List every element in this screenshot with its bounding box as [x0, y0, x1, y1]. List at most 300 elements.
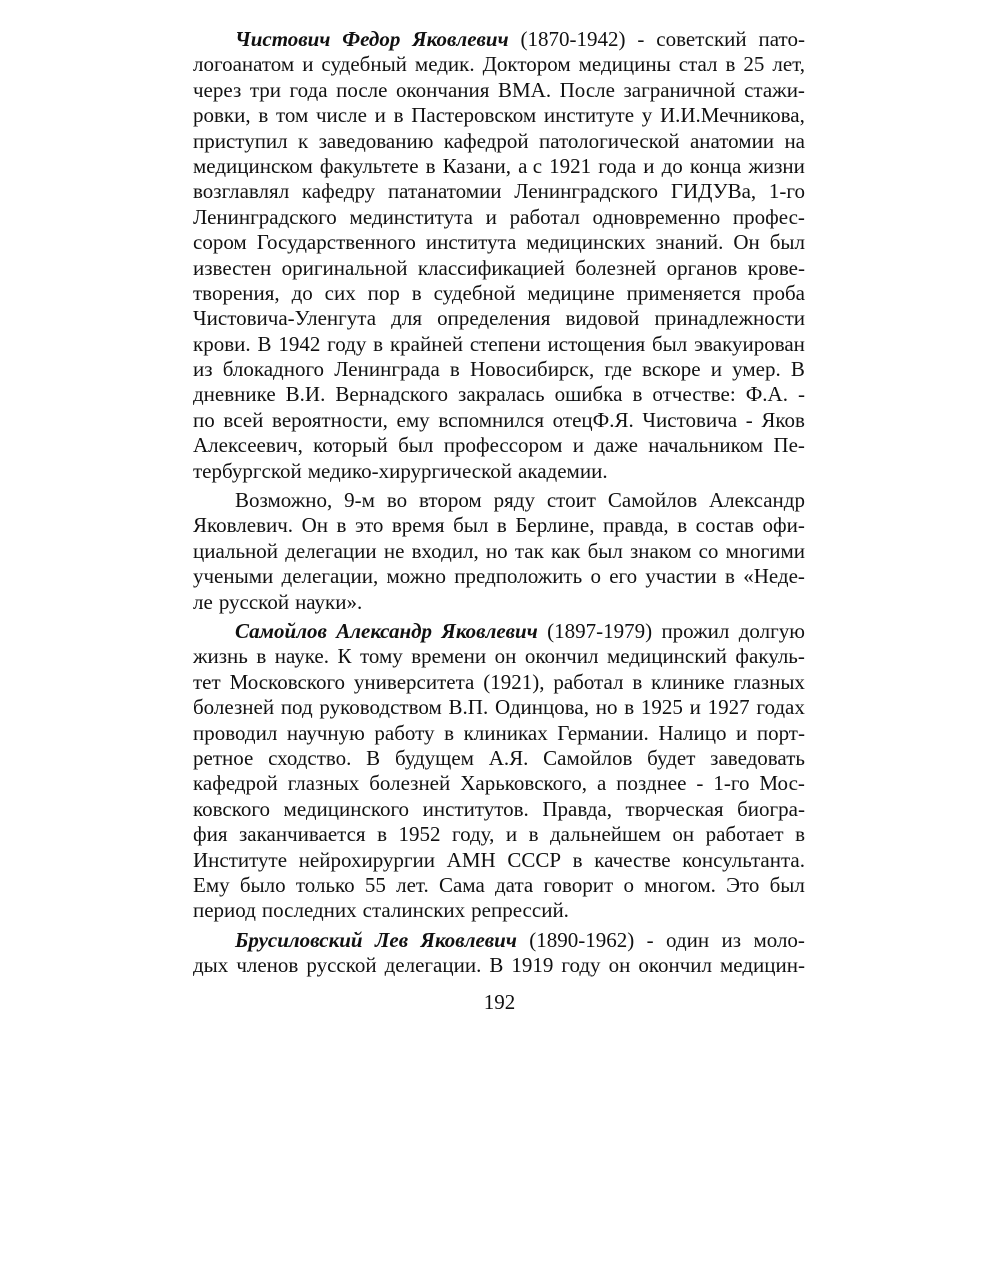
word: ВМА.	[497, 77, 552, 102]
word: окончил	[524, 644, 599, 669]
word: время	[391, 513, 445, 538]
text-line	[193, 154, 805, 179]
word: работает	[705, 822, 784, 847]
word: долгую	[738, 618, 805, 643]
word: и	[643, 153, 655, 178]
word: можно	[386, 564, 447, 589]
word: медико-хирургической	[307, 458, 513, 483]
word: циальной	[193, 538, 279, 563]
word: годах	[756, 695, 805, 720]
word: Это	[726, 872, 760, 897]
word: 1942	[278, 331, 321, 356]
word: Налицо	[658, 720, 727, 745]
word: был	[587, 538, 623, 563]
word: Харьковского,	[460, 771, 587, 796]
word: офи-	[762, 513, 805, 538]
word: а	[596, 771, 607, 796]
word: через	[193, 77, 242, 102]
word: факультете	[319, 153, 419, 178]
word: Возможно,	[235, 488, 333, 513]
word: тербургской	[193, 458, 302, 483]
word: медицинского	[283, 796, 410, 821]
word: ему	[396, 407, 430, 432]
word: Лев	[374, 927, 409, 952]
word: но	[485, 538, 508, 563]
word: В.И.	[285, 382, 326, 407]
word: 1919	[511, 953, 554, 978]
word: анатомии	[689, 128, 775, 153]
word: Доктором	[482, 52, 571, 77]
word: проба	[752, 280, 805, 305]
text-line	[193, 488, 805, 513]
word: медицине	[527, 280, 615, 305]
word: кафедрой	[443, 128, 529, 153]
word: прожил	[661, 618, 730, 643]
word: В.П.	[448, 695, 489, 720]
word: в	[528, 822, 539, 847]
text-line	[193, 539, 805, 564]
word: болезней	[575, 255, 657, 280]
word: болезней	[193, 695, 275, 720]
word: клинике	[651, 669, 725, 694]
word: клиниках	[463, 720, 548, 745]
word: И.И.Мечникова,	[659, 103, 805, 128]
word: лет,	[772, 52, 805, 77]
word: Германии.	[557, 720, 649, 745]
word: логоанатом	[193, 52, 295, 77]
word: вскоре	[642, 357, 701, 382]
word: и	[485, 204, 497, 229]
word: сих	[324, 280, 356, 305]
word: в	[449, 357, 460, 382]
word: он	[672, 822, 695, 847]
text-line	[193, 873, 805, 898]
word: медицинских	[526, 230, 646, 255]
word: фия	[193, 822, 228, 847]
word: дневнике	[193, 382, 276, 407]
word: медик.	[414, 52, 475, 77]
word: репрессий.	[471, 898, 569, 923]
word: членов	[236, 953, 299, 978]
word: вероятности,	[272, 407, 388, 432]
text-line	[193, 78, 805, 103]
text-line	[193, 306, 805, 331]
word: в	[572, 847, 583, 872]
word: Самойлов	[235, 618, 327, 643]
word: пор	[367, 280, 400, 305]
word: в	[725, 564, 735, 589]
word: учеными	[193, 564, 274, 589]
word: был	[398, 433, 434, 458]
word: Московского	[229, 669, 346, 694]
word: жизнь	[193, 644, 248, 669]
word: окончил	[638, 953, 712, 978]
word: говорит	[543, 872, 614, 897]
word: Новосибирск,	[469, 357, 595, 382]
word: до	[291, 280, 313, 305]
word: и	[374, 103, 386, 128]
word: 1927	[707, 695, 750, 720]
text-line	[193, 721, 805, 746]
word: один	[666, 927, 710, 952]
word: окончания	[396, 77, 490, 102]
word: крайней	[389, 331, 463, 356]
word: Ленинградского	[514, 179, 659, 204]
word: было	[239, 872, 286, 897]
text-line	[193, 513, 805, 538]
word: всей	[223, 407, 264, 432]
word: судебной	[433, 280, 516, 305]
word: Казани,	[442, 153, 512, 178]
word: крови.	[193, 331, 251, 356]
text-line	[193, 928, 805, 953]
word: тет	[193, 669, 221, 694]
word: дата	[495, 872, 534, 897]
word: заканчивается	[239, 822, 366, 847]
word: порт-	[756, 720, 805, 745]
word: Чистовича-Уленгута	[193, 306, 377, 331]
word: работу	[374, 720, 435, 745]
word: «Неде-	[743, 564, 805, 589]
word: в	[411, 280, 422, 305]
word: руководством	[319, 695, 442, 720]
word: патологической	[538, 128, 680, 153]
word: Ленинградского	[193, 204, 337, 229]
paragraph	[193, 27, 805, 484]
word: со	[698, 538, 719, 563]
word: -	[798, 382, 805, 407]
word: был	[453, 513, 489, 538]
word: делегации	[285, 538, 377, 563]
word: делегации,	[281, 564, 379, 589]
text-line	[193, 230, 805, 255]
word: правда,	[602, 513, 669, 538]
word: многими	[725, 538, 805, 563]
word: году	[327, 331, 367, 356]
word: А.Я.	[488, 745, 529, 770]
word: в	[632, 382, 643, 407]
word: (1870-1942)	[520, 27, 626, 51]
text-line	[193, 590, 805, 615]
word: В	[257, 331, 272, 356]
word: медицинском	[193, 153, 313, 178]
word: консультанта.	[682, 847, 805, 872]
text-line	[193, 670, 805, 695]
word: -	[637, 27, 645, 51]
word: эвакуирован	[694, 331, 805, 356]
word: Ленинграда	[334, 357, 440, 382]
word: но	[595, 695, 618, 720]
word: института	[425, 230, 517, 255]
word: Алексеевич,	[193, 433, 303, 458]
word: Самойлов	[607, 488, 698, 513]
word: -	[646, 927, 654, 952]
word: знаний.	[655, 230, 724, 255]
word: многом.	[644, 872, 716, 897]
word: пато-	[758, 27, 805, 51]
word: в	[258, 103, 269, 128]
word: даже	[594, 433, 638, 458]
word: Александр	[336, 618, 433, 643]
word: 55	[364, 872, 386, 897]
word: Самойлов	[543, 745, 633, 770]
word: мединститута	[349, 204, 473, 229]
word: кафедрой	[193, 771, 278, 796]
word: делегации.	[384, 953, 482, 978]
word: нейрохирургии	[298, 847, 436, 872]
word: после	[336, 77, 388, 102]
word: оригинальной	[281, 255, 408, 280]
word: институтов.	[422, 796, 529, 821]
word: тому	[359, 644, 403, 669]
word: в	[425, 153, 436, 178]
word: у	[641, 103, 653, 128]
text-line	[193, 797, 805, 822]
word: лет.	[396, 872, 429, 897]
word: Яковлевич.	[193, 513, 294, 538]
word: науки».	[295, 589, 363, 614]
word: профессором	[443, 433, 563, 458]
word: работал	[553, 669, 624, 694]
text-line	[193, 564, 805, 589]
word: Чистовича	[642, 407, 738, 432]
word: он	[494, 644, 517, 669]
word: стоит	[546, 488, 596, 513]
word: Мос-	[759, 771, 805, 796]
word: работал	[509, 204, 580, 229]
word: в	[496, 513, 507, 538]
word: период	[193, 898, 256, 923]
word: (1921),	[483, 669, 545, 694]
word: сором	[193, 230, 247, 255]
word: 1925	[640, 695, 683, 720]
text-line	[193, 746, 805, 771]
text-line	[193, 357, 805, 382]
text-line	[193, 129, 805, 154]
word: входил,	[411, 538, 479, 563]
word: ле	[193, 589, 213, 614]
word: медицины	[578, 52, 671, 77]
word: биогра-	[737, 796, 805, 821]
word: кафедру	[301, 179, 376, 204]
word: ошибка	[554, 382, 623, 407]
word: года	[598, 153, 637, 178]
word: и	[710, 357, 723, 382]
word: профес-	[732, 204, 805, 229]
word: о	[590, 564, 601, 589]
word: -	[745, 407, 753, 432]
word: В	[489, 953, 504, 978]
word: институте	[543, 103, 635, 128]
word: числе	[315, 103, 367, 128]
word: моло-	[753, 927, 805, 952]
word: том	[275, 103, 309, 128]
text-line	[193, 695, 805, 720]
word: науке.	[274, 644, 329, 669]
word: последних	[261, 898, 357, 923]
word: Он	[733, 230, 760, 255]
text-line	[193, 27, 805, 52]
word: факуль-	[735, 644, 805, 669]
word: на	[784, 128, 805, 153]
word: участии	[645, 564, 717, 589]
word: ряду	[493, 488, 535, 513]
word: творения,	[193, 280, 280, 305]
text-line	[193, 953, 805, 978]
word: отчестве:	[652, 382, 736, 407]
text-line	[193, 822, 805, 847]
word: стал	[678, 52, 718, 77]
word: возглавлял	[193, 179, 290, 204]
word: Он	[301, 513, 328, 538]
paragraph	[193, 928, 805, 979]
word: видовой	[565, 306, 640, 331]
text-line	[193, 52, 805, 77]
word: Ему	[193, 872, 230, 897]
word: Вернадского	[335, 382, 449, 407]
word: будет	[647, 745, 696, 770]
word: как	[550, 538, 581, 563]
word: где	[604, 357, 632, 382]
word: а с	[518, 153, 543, 178]
word: К	[337, 644, 352, 669]
text-line	[193, 848, 805, 873]
word: патанатомии	[387, 179, 502, 204]
word: Яковлевич	[412, 27, 509, 51]
word: качестве	[594, 847, 671, 872]
word: Институте	[193, 847, 288, 872]
word: принадлежности	[654, 306, 805, 331]
word: заведовать	[710, 745, 805, 770]
word: только	[295, 872, 355, 897]
paragraph	[193, 619, 805, 924]
word: СССР	[507, 847, 562, 872]
word: -	[696, 771, 704, 796]
word: конца	[689, 153, 742, 178]
word: степени	[469, 331, 541, 356]
word: Чистович	[235, 27, 331, 51]
word: в	[256, 644, 267, 669]
body-text	[193, 27, 805, 978]
word: Александр	[709, 488, 805, 513]
word: о	[623, 872, 634, 897]
word: который	[313, 433, 388, 458]
word: глазных	[733, 669, 805, 694]
word: В	[366, 745, 381, 770]
word: медицинский	[606, 644, 727, 669]
word: 25	[743, 52, 765, 77]
word: был	[769, 230, 805, 255]
word: году	[561, 953, 601, 978]
word: к	[298, 128, 309, 153]
text-line	[193, 771, 805, 796]
word: позднее	[616, 771, 687, 796]
word: классификацией	[417, 255, 565, 280]
word: будущем	[394, 745, 474, 770]
word: так	[514, 538, 544, 563]
text-line	[193, 408, 805, 433]
word: умер.	[732, 357, 781, 382]
word: три	[249, 77, 281, 102]
word: и	[505, 822, 518, 847]
word: творческая	[625, 796, 724, 821]
word: года	[289, 77, 328, 102]
word: медицин-	[720, 953, 805, 978]
word: дальнейшем	[550, 822, 661, 847]
word: в	[677, 513, 688, 538]
text-line	[193, 382, 805, 407]
word: Яковлевич	[441, 618, 538, 643]
word: советский	[656, 27, 747, 51]
page-number: 192	[483, 990, 516, 1014]
word: он	[608, 953, 631, 978]
text-line	[193, 179, 805, 204]
text-line	[193, 619, 805, 644]
word: ковского	[193, 796, 270, 821]
word: ретное	[193, 745, 254, 770]
word: в	[336, 513, 347, 538]
word: 9-м	[344, 488, 375, 513]
word: по	[193, 407, 215, 432]
text-line	[193, 103, 805, 128]
word: в	[373, 331, 384, 356]
word: времени	[411, 644, 487, 669]
word: блокадного	[222, 357, 325, 382]
word: сходство.	[268, 745, 352, 770]
word: заграничной	[623, 77, 736, 102]
word: отецФ.Я.	[552, 407, 634, 432]
word: болезней	[369, 771, 451, 796]
word: 1-го	[768, 179, 805, 204]
word: известен	[193, 255, 272, 280]
word: академии.	[518, 458, 608, 483]
word: закралась	[458, 382, 545, 407]
word: сталинских	[362, 898, 466, 923]
word: органов	[666, 255, 738, 280]
word: университета	[353, 669, 475, 694]
word: втором	[419, 488, 482, 513]
word: Пастеровском	[411, 103, 537, 128]
word: до	[661, 153, 683, 178]
word: приступил	[193, 128, 288, 153]
word: применяется	[626, 280, 741, 305]
word: был	[651, 331, 688, 356]
word: Яковлевич	[420, 927, 517, 952]
word: 1921	[549, 153, 592, 178]
word: научную	[286, 720, 365, 745]
word: из	[193, 357, 213, 382]
word: 1-го	[713, 771, 750, 796]
word: в	[632, 669, 643, 694]
word: глазных	[287, 771, 360, 796]
word: в	[377, 822, 387, 847]
word: предположить	[454, 564, 583, 589]
word: и	[572, 433, 585, 458]
word: истощения	[547, 331, 646, 356]
word: в	[444, 720, 455, 745]
text-line	[193, 898, 805, 923]
word: Одинцова,	[494, 695, 589, 720]
word: Сама	[438, 872, 485, 897]
word: в	[624, 695, 635, 720]
word: После	[559, 77, 615, 102]
word: в	[393, 103, 404, 128]
word: стажи-	[744, 77, 805, 102]
text-line	[193, 459, 805, 484]
word: крове-	[747, 255, 805, 280]
word: и	[302, 52, 314, 77]
word: дых	[193, 953, 229, 978]
